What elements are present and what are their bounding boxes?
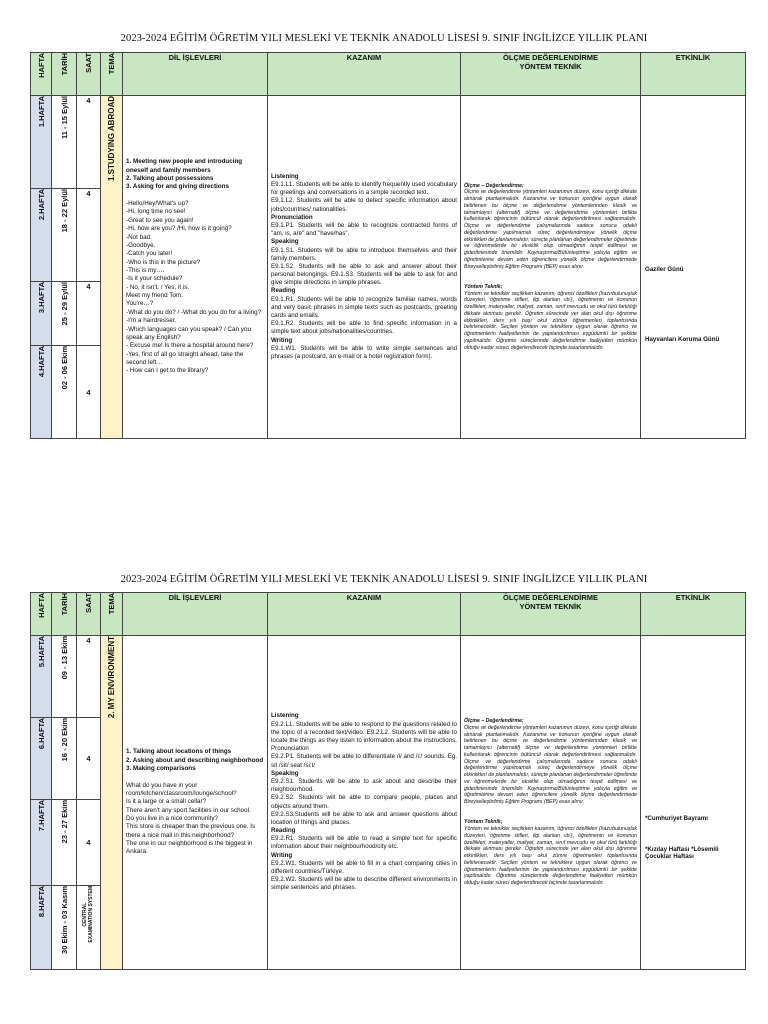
objective-item: E9.2.W2. Students will be able to describe different environments in simple sentences and phrases. — [271, 876, 457, 892]
header-row — [31, 53, 746, 96]
example-phrase: -Catch you later! — [126, 250, 173, 258]
objectives-cell — [268, 636, 461, 970]
objectives-list — [268, 710, 460, 894]
language-functions-cell — [123, 96, 268, 439]
example-phrase: - How can I get to the library? — [126, 367, 209, 375]
header-tema: TEMA — [101, 593, 123, 636]
activities-cell — [641, 96, 746, 439]
example-phrase: This store is cheaper than the previous one. Is there a nice mall in this neighborhood? — [126, 823, 256, 839]
objective-item: E9.1.L1. Students will be able to identify frequently used vocabulary for greetings and conversations in a simple recorded text. — [271, 181, 457, 197]
objective-item: E9.1.W1. Students will be able to write simple sentences and phrases (a postcard, an e-mail or a hotel registration form). — [271, 344, 457, 360]
skill-heading: Reading — [271, 287, 296, 295]
header-row — [31, 593, 746, 636]
language-functions-cell — [123, 636, 268, 970]
example-phrase: -What do you do? / -What do you do for a living? — [126, 308, 262, 316]
week-hours: 4 — [77, 800, 101, 886]
week-label: 8.HAFTA — [31, 886, 52, 970]
skill-heading: Writing — [271, 851, 293, 859]
assessment-text: Ölçme – Değerlendirme; Ölçme ve değerlendirme yöntemleri kazanımın düzeyi, konu içeriği dikkate alınarak planlanmalıdır. Kazanıma ve konunun içeriğine uygun olarak belirlenen bu ölçme ve değerlendirme yöntemlerinden klasik ve tamamlayıcı (alternatif) ölçme ve değerlendirme yöntemleri birlikte kullanılarak öğrencinin bütüncül olarak değerlendirilmesi sağlanmalıdır. Ölçme ve değerlendirme çalışmalarında sadece sonuca odaklı değerlendirme yapılmamalı süreç değerlendirmeye yönelik ölçme etkinlikleri de planlanmalıdır, süreçte planlanan değerlendirmeler öğretimde ve öğrenmelerde bir eksiklik olup olmadığının tespit edilmesi ve giderilmesinde önemlidir. Kaynaştırma/Bütünleştirme yoluyla eğitim ve öğretimlerine devam eden öğrencilere yönelik ölçme değerlendirmede Bireyselleştirilmiş Eğitim Programı (BEP) esas alınır. Yöntem Teknik; Yöntem ve teknikler seçilirken kazanım, öğrenci özellikleri (hazırbulunuşluk düzeyleri, öğrenme stilleri, ilgi alanları vb.), öğretmenin ve konunun özellikleri, materyaller, maliyet, zaman, sınıf mevcudu ve okul türü farklılığı dikkate alınması gerekir. Öğretim sürecinde yer alan okul dışı öğrenme etkinlikleri, ders yılı başı okul zümre öğretmenleri toplantısında belirlenecektir. Seçilen yöntem ve tekniklere uygun olarak öğrenci ve öğretmenlerin faaliyetlerinin de yapılandırılması eşgüdümlü bir şekilde yapılmalıdır. Öğretme süreçlerinde değerlendirme faaliyetleri mümkün olduğu kadar süreci değerlendirecek biçimde tasarlanmalıdır. — [464, 718, 637, 887]
example-phrase: -Goodbye. — [126, 241, 156, 249]
example-phrase: What do you have in your room/kitchen/classroom/lounge/school? — [126, 781, 237, 797]
week-date: 23 - 27 Ekim — [52, 800, 77, 886]
skill-heading: Reading — [271, 827, 296, 835]
week-date: 18 - 22 Eylül — [52, 189, 77, 282]
week-date: 09 - 13 Ekim — [52, 636, 77, 718]
activities-cell — [641, 636, 746, 970]
example-phrase: -I'm a hairdresser. — [126, 317, 177, 325]
week-date: 02 - 06 Ekim — [52, 346, 77, 439]
objective-item: E9.2.S1. Students will be able to ask about and describe their neighbourhood. — [271, 777, 457, 794]
week-hours: 4 — [77, 346, 101, 439]
language-function: 3. Asking for and giving directions — [126, 183, 229, 191]
plan-table-1 — [30, 52, 746, 439]
activity-item: Gaziler Günü — [645, 266, 684, 273]
header-hafta: HAFTA — [31, 593, 52, 636]
objectives-list — [268, 171, 460, 363]
header-tarih: TARİH — [52, 593, 77, 636]
week-label: 3.HAFTA — [31, 282, 52, 346]
header-dil-islevleri: DİL İŞLEVLERİ — [123, 53, 268, 96]
week-label: 7.HAFTA — [31, 800, 52, 886]
header-etkinlik: ETKİNLİK — [641, 53, 746, 96]
objective-item: E9.2.R1. Students will be able to read a simple text for specific information about their neighbourhood/city etc. — [271, 835, 457, 851]
example-phrase: Meet my friend Tom. — [126, 292, 183, 300]
skill-heading: Listening — [271, 712, 299, 720]
week-date: 30 Ekim - 03 Kasım — [52, 886, 77, 970]
week-date: 11 - 15 Eylül — [52, 96, 77, 189]
example-phrase: - Excuse me! Is there a hospital around here? — [126, 342, 254, 350]
header-saat: SAAT — [77, 53, 101, 96]
week-hours: 4 — [77, 282, 101, 346]
skill-heading: Writing — [271, 336, 293, 344]
theme-cell: 1.STUDYING ABROAD — [101, 96, 123, 439]
example-phrase: -Not bad. — [126, 233, 152, 241]
week-hours: 4 — [77, 636, 101, 718]
example-phrase: -Hi, how are you? /Hi, how is it going? — [126, 225, 232, 233]
skill-heading: Speaking — [271, 238, 299, 246]
objective-item: E9.1.L2. Students will be able to detect specific information about jobs/countries/ nationalities. — [271, 197, 457, 213]
week-label: 6.HAFTA — [31, 718, 52, 800]
table-row — [31, 96, 746, 189]
example-phrase: -Yes, first of all go straight ahead, take the second left… — [126, 350, 244, 366]
week-hours: 4 — [77, 189, 101, 282]
assessment-cell — [461, 96, 641, 439]
week-label: 2.HAFTA — [31, 189, 52, 282]
week-label: 5.HAFTA — [31, 636, 52, 718]
header-olcme: ÖLÇME DEĞERLENDİRME YÖNTEM TEKNİK — [461, 593, 641, 636]
plan-table-2 — [30, 592, 746, 970]
objective-item: E9.2.S2. Students will be able to compare people, places and objects around them. — [271, 794, 457, 810]
week-label: 1.HAFTA — [31, 96, 52, 189]
language-functions — [123, 746, 267, 859]
language-function: 2. Asking about and describing neighborhood — [126, 756, 264, 764]
example-phrase: The one in our neighborhood is the biggest in Ankara. — [126, 840, 253, 856]
week-hours: 4 — [77, 96, 101, 189]
objective-item: E9.1.R2. Students will be able to find specific information in a simple text about jobs/nationalities/countries. — [271, 320, 457, 336]
week-date: 25 - 29 Eylül — [52, 282, 77, 346]
objective-item: E9.1.R1. Students will be able to recognize familiar names, words and very basic phrases in simple texts such as postcards, greeting cards and emails. — [271, 295, 457, 320]
example-phrase: -Is it your schedule? — [126, 275, 183, 283]
example-phrase: -Great to see you again! — [126, 216, 194, 224]
header-tarih: TARİH — [52, 53, 77, 96]
example-phrase: - No, it isn't. / Yes, it is. — [126, 283, 190, 291]
header-hafta: HAFTA — [31, 53, 52, 96]
assessment-cell — [461, 636, 641, 970]
theme-cell: 2. MY ENVIRONMENT — [101, 636, 123, 970]
example-phrase: -Hello/Hey/What's up? — [126, 200, 189, 208]
example-phrase: Do you live in a nice community? — [126, 815, 219, 823]
objective-item: E9.1.S2. Students will be able to ask and answer about their personal belongings. E9.1.S3. Students will be able to ask for and give simple directions in simple phrases. — [271, 262, 457, 287]
example-phrase: -Which languages can you speak? / Can you speak any English? — [126, 325, 251, 341]
table-row — [31, 636, 746, 718]
language-function: 2. Talking about possessions — [126, 175, 214, 183]
header-tema: TEMA — [101, 53, 123, 96]
activity-item: Hayvanları Koruma Günü — [645, 336, 720, 343]
language-function: 1. Talking about locations of things — [126, 748, 232, 756]
skill-heading: Speaking — [271, 769, 299, 777]
language-function: 3. Making comparisons — [126, 764, 196, 772]
skill-heading: Listening — [271, 172, 299, 180]
header-olcme: ÖLÇME DEĞERLENDİRME YÖNTEM TEKNİK — [461, 53, 641, 96]
header-kazanim: KAZANIM — [268, 593, 461, 636]
objective-item: E9.2.P1. Students will be able to differentiate /i/ and /i:/ sounds. Eg. sit /sit/ seat /si:t/ — [271, 753, 457, 769]
example-phrase: You're…? — [126, 300, 154, 308]
header-etkinlik: ETKİNLİK — [641, 593, 746, 636]
skill-heading: Pronunciation — [271, 213, 313, 221]
header-dil-islevleri: DİL İŞLEVLERİ — [123, 593, 268, 636]
week-hours-exam: CENTRAL EXAMINATION SYSTEM — [77, 886, 101, 970]
plan-title-2: 2023-2024 EĞİTİM ÖĞRETİM YILI MESLEKİ VE TEKNİK ANADOLU LİSESİ 9. SINIF İNGİLİZCE YILLIK PLANI — [120, 574, 648, 585]
objective-item: E9.2.L1. Students will be able to respond to the questions related to the topic of a recorded text/video. E9.2.L2. Students will be able to locate the things as they listen to information about the instructions. Pronunciation — [271, 720, 457, 753]
objective-item: E9.2.S3.Students will be able to ask and answer questions about location of things and places. — [271, 810, 457, 826]
example-phrase: -Hi, long time no see! — [126, 208, 186, 216]
language-functions — [123, 156, 267, 377]
header-saat: SAAT — [77, 593, 101, 636]
example-phrase: There aren't any sport facilities in our school. — [126, 806, 251, 814]
week-label: 4.HAFTA — [31, 346, 52, 439]
example-phrase: -Who is this in the picture? — [126, 258, 201, 266]
objectives-cell — [268, 96, 461, 439]
week-date: 16 - 20 Ekim — [52, 718, 77, 800]
example-phrase: Is it a large or a small cellar? — [126, 798, 207, 806]
language-function: 1. Meeting new people and introducing oneself and family members — [126, 158, 243, 174]
week-hours: 4 — [77, 718, 101, 800]
assessment-text: Ölçme – Değerlendirme; Ölçme ve değerlendirme yöntemleri kazanımın düzeyi, konu içeriği dikkate alınarak planlanmalıdır. Kazanıma ve konunun içeriğine uygun olarak belirlenen bu ölçme ve değerlendirme yöntemlerinden klasik ve tamamlayıcı (alternatif) ölçme ve değerlendirme yöntemleri birlikte kullanılarak öğrencinin bütüncül olarak değerlendirilmesi sağlanmalıdır. Ölçme ve değerlendirme çalışmalarında sadece sonuca odaklı değerlendirme yapılmamalı süreç değerlendirmeye yönelik ölçme etkinlikleri de planlanmalıdır, süreçte planlanan değerlendirmeler öğretimde ve öğrenmelerde bir eksiklik olup olmadığının tespit edilmesi ve giderilmesinde önemlidir. Kaynaştırma/Bütünleştirme yoluyla eğitim ve öğretimlerine devam eden öğrencilere yönelik ölçme değerlendirmede Bireyselleştirilmiş Eğitim Programı (BEP) esas alınır. Yöntem Teknik; Yöntem ve teknikler seçilirken kazanım, öğrenci özellikleri (hazırbulunuşluk düzeyleri, öğrenme stilleri, ilgi alanları vb.), öğretmenin ve konunun özellikleri, materyaller, maliyet, zaman, sınıf mevcudu ve okul türü farklılığı dikkate alınması gerekir. Öğretim sürecinde yer alan okul dışı öğrenme etkinlikleri, ders yılı başı okul zümre öğretmenleri toplantısında belirlenecektir. Seçilen yöntem ve tekniklere uygun olarak öğrenci ve öğretmenlerin faaliyetlerinin de yapılandırılması eşgüdümlü bir şekilde yapılmalıdır. Öğretme süreçlerinde değerlendirme faaliyetleri mümkün olduğu kadar süreci değerlendirecek biçimde tasarlanmalıdır. — [464, 182, 637, 351]
header-kazanim: KAZANIM — [268, 53, 461, 96]
objective-item: E9.1.S1. Students will be able to introduce themselves and their family members. — [271, 246, 457, 262]
example-phrase: -This is my…. — [126, 267, 165, 274]
activity-item: *Kızılay Haftası *Lösemili Çocuklar Haftası — [645, 846, 719, 860]
objective-item: E9.2.W1. Students will be able to fill in a chart comparing cities in different countries/Türkiye. — [271, 859, 457, 875]
activity-item: *Cumhuriyet Bayramı — [645, 815, 708, 822]
objective-item: E9.1.P1. Students will be able to recognize contracted forms of "am, is, are" and "have/has". — [271, 221, 457, 238]
plan-title-1: 2023-2024 EĞİTİM ÖĞRETİM YILI MESLEKİ VE TEKNİK ANADOLU LİSESİ 9. SINIF İNGİLİZCE YILLIK PLANI — [120, 33, 648, 44]
